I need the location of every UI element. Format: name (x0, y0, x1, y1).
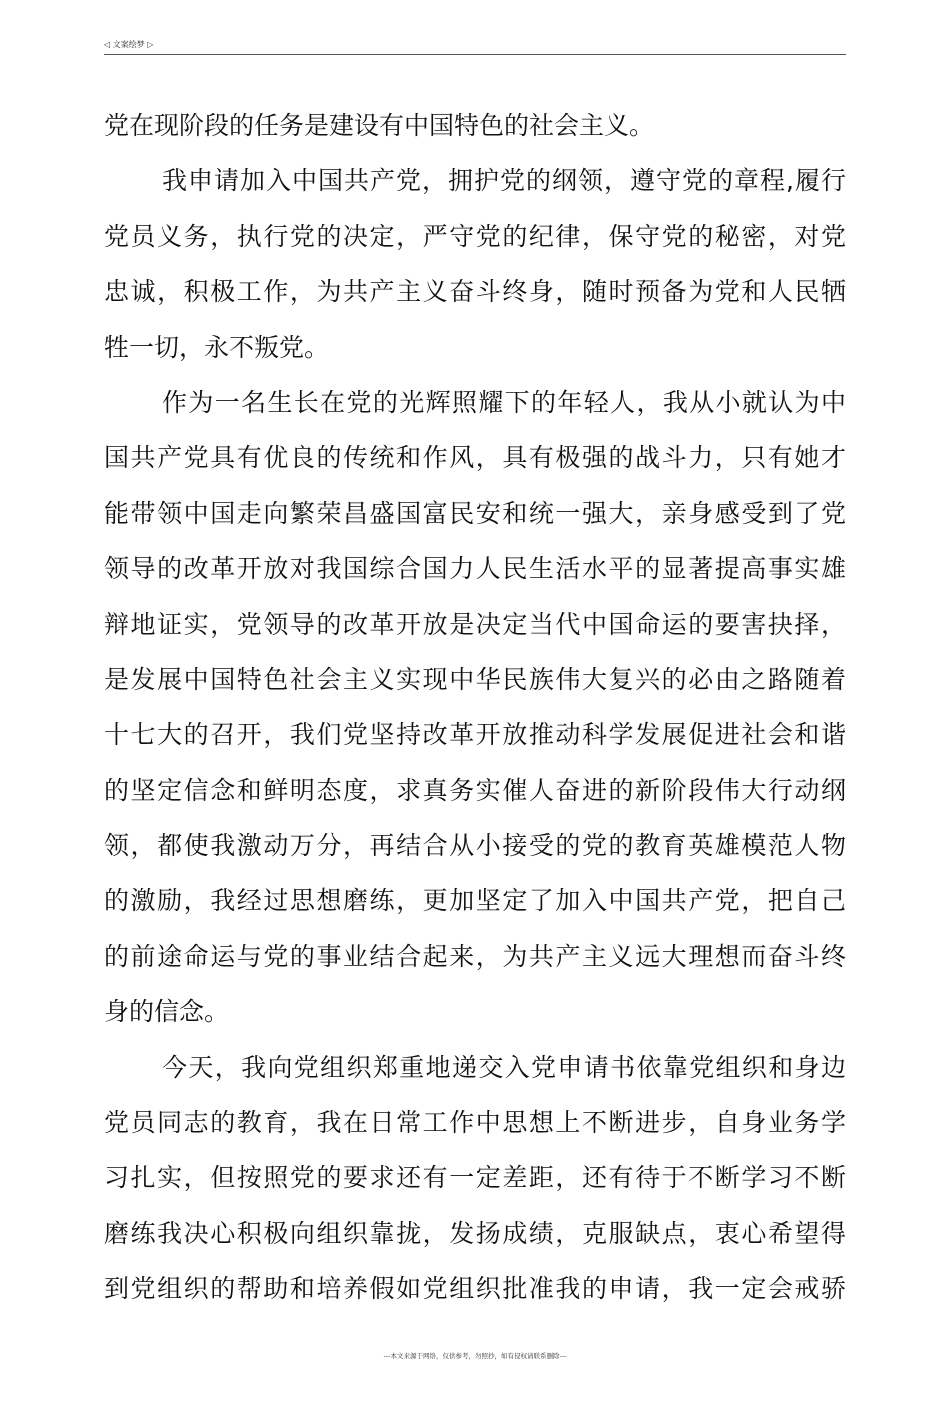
text-line: 的坚定信念和鲜明态度，求真务实催人奋进的新阶段伟大行动纲 (104, 775, 846, 805)
header-brand-text: ◁ 文案绘梦 ▷ (104, 40, 154, 49)
text-line: 党员义务，执行党的决定，严守党的纪律，保守党的秘密，对党 (104, 221, 846, 251)
text-line: 忠诚，积极工作，为共产主义奋斗终身，随时预备为党和人民牺 (104, 277, 846, 307)
text-line: 到党组织的帮助和培养假如党组织批准我的申请，我一定会戒骄 (104, 1274, 846, 1304)
paragraph-first-line: 我申请加入中国共产党，拥护党的纲领，遵守党的章程,履行 (162, 166, 846, 196)
text-line: 是发展中国特色社会主义实现中华民族伟大复兴的必由之路随着 (104, 664, 846, 694)
text-line: 习扎实，但按照党的要求还有一定差距，还有待于不断学习不断 (104, 1163, 846, 1193)
text-line: 国共产党具有优良的传统和作风，具有极强的战斗力，只有她才 (104, 443, 846, 473)
text-line: 党在现阶段的任务是建设有中国特色的社会主义。 (104, 111, 655, 140)
page-footer: ---本文来源于网络，仅供参考，勿照抄，如有侵权请联系删除--- (383, 1352, 567, 1360)
document-body (104, 98, 846, 1317)
text-line: 的前途命运与党的事业结合起来，为共产主义远大理想而奋斗终 (104, 941, 846, 971)
paragraph-first-line: 作为一名生长在党的光辉照耀下的年轻人，我从小就认为中 (162, 387, 846, 417)
text-line: 领，都使我激动万分，再结合从小接受的党的教育英雄模范人物 (104, 831, 846, 861)
text-line: 辩地证实，党领导的改革开放是决定当代中国命运的要害抉择， (104, 609, 846, 639)
text-line: 身的信念。 (104, 997, 230, 1027)
text-line: 领导的改革开放对我国综合国力人民生活水平的显著提高事实雄 (104, 554, 846, 584)
text-line: 磨练我决心积极向组织靠拢，发扬成绩，克服缺点，衷心希望得 (104, 1218, 846, 1248)
paragraph-first-line: 今天，我向党组织郑重地递交入党申请书依靠党组织和身边 (162, 1052, 846, 1082)
text-line: 牲一切，永不叛党。 (104, 332, 330, 362)
page-header (104, 38, 846, 55)
text-line: 党员同志的教育，我在日常工作中思想上不断进步，自身业务学 (104, 1108, 846, 1138)
text-line: 十七大的召开，我们党坚持改革开放推动科学发展促进社会和谐 (104, 720, 846, 750)
text-line: 的激励，我经过思想磨练，更加坚定了加入中国共产党，把自己 (104, 886, 846, 916)
text-line: 能带领中国走向繁荣昌盛国富民安和统一强大，亲身感受到了党 (104, 498, 846, 528)
